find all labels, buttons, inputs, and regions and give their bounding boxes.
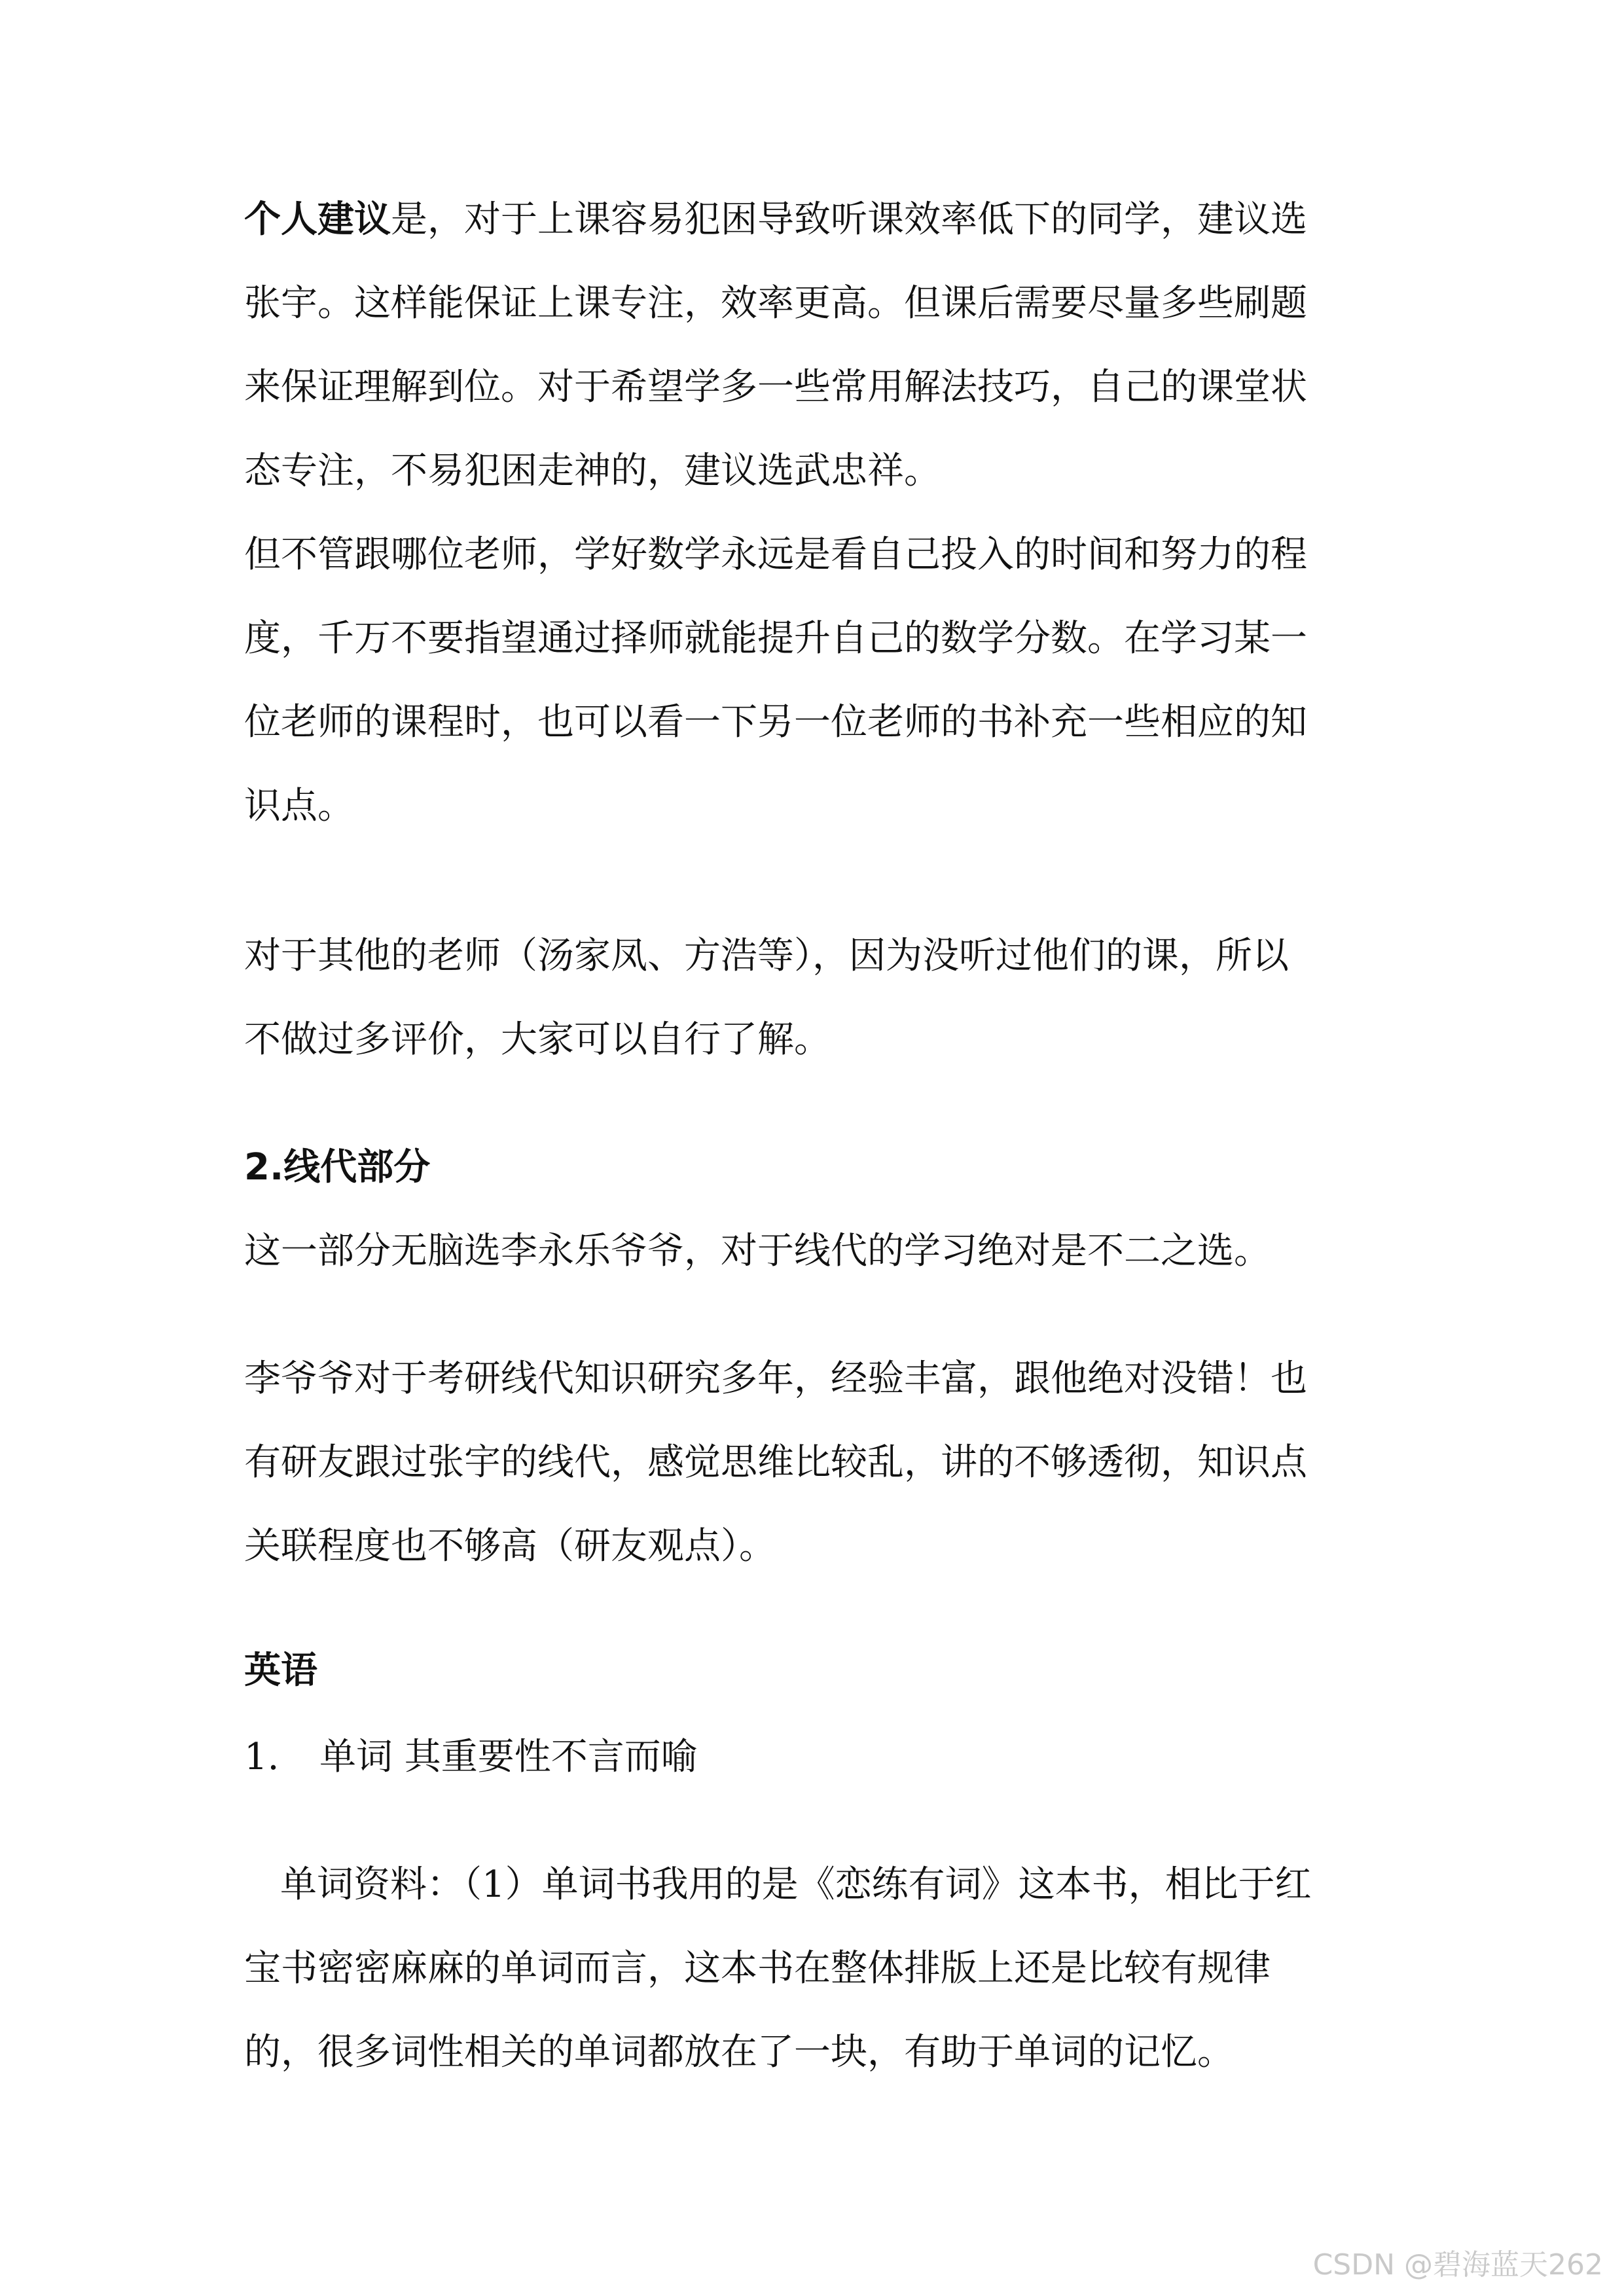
- english-item-number: 1.: [244, 1736, 280, 1778]
- other-teachers-line-1: 对于其他的老师（汤家凤、方浩等），因为没听过他们的课，所以: [244, 935, 1289, 977]
- english-item-text: 单词 其重要性不言而喻: [319, 1736, 698, 1778]
- advice-line-5: 但不管跟哪位老师，学好数学永远是看自己投入的时间和努力的程: [244, 533, 1307, 576]
- advice-bold-lead: 个人建议: [244, 198, 391, 241]
- other-teachers-line-2: 不做过多评价，大家可以自行了解。: [244, 1018, 831, 1061]
- linear-algebra-heading: 2.线代部分: [244, 1146, 431, 1189]
- advice-line-2: 张宇。这样能保证上课专注，效率更高。但课后需要尽量多些刷题: [244, 282, 1307, 325]
- csdn-watermark: CSDN @碧海蓝天262: [1312, 2248, 1603, 2282]
- vocab-line-3: 的，很多词性相关的单词都放在了一块，有助于单词的记忆。: [244, 2031, 1234, 2073]
- english-heading: 英语: [244, 1649, 317, 1692]
- vocab-line-1: 单词资料：（1）单词书我用的是《恋练有词》这本书，相比于红: [280, 1863, 1312, 1906]
- advice-line-1-text: 是，对于上课容易犯困导致听课效率低下的同学，建议选: [391, 198, 1307, 241]
- linear-algebra-para-1: 这一部分无脑选李永乐爷爷，对于线代的学习绝对是不二之选。: [244, 1230, 1271, 1272]
- advice-line-7: 位老师的课程时，也可以看一下另一位老师的书补充一些相应的知: [244, 701, 1307, 744]
- linear-algebra-para-2-line-3: 关联程度也不够高（研友观点）。: [244, 1525, 776, 1568]
- advice-line-8: 识点。: [244, 785, 354, 827]
- vocab-line-2: 宝书密密麻麻的单词而言，这本书在整体排版上还是比较有规律: [244, 1947, 1271, 1990]
- linear-algebra-para-2-line-2: 有研友跟过张宇的线代，感觉思维比较乱，讲的不够透彻，知识点: [244, 1441, 1307, 1484]
- advice-line-1: [244, 194, 1307, 246]
- advice-line-6: 度，千万不要指望通过择师就能提升自己的数学分数。在学习某一: [244, 617, 1307, 660]
- advice-line-4: 态专注，不易犯困走神的，建议选武忠祥。: [244, 450, 941, 492]
- linear-algebra-para-2-line-1: 李爷爷对于考研线代知识研究多年，经验丰富，跟他绝对没错！也: [244, 1357, 1307, 1400]
- advice-line-3: 来保证理解到位。对于希望学多一些常用解法技巧，自己的课堂状: [244, 366, 1307, 408]
